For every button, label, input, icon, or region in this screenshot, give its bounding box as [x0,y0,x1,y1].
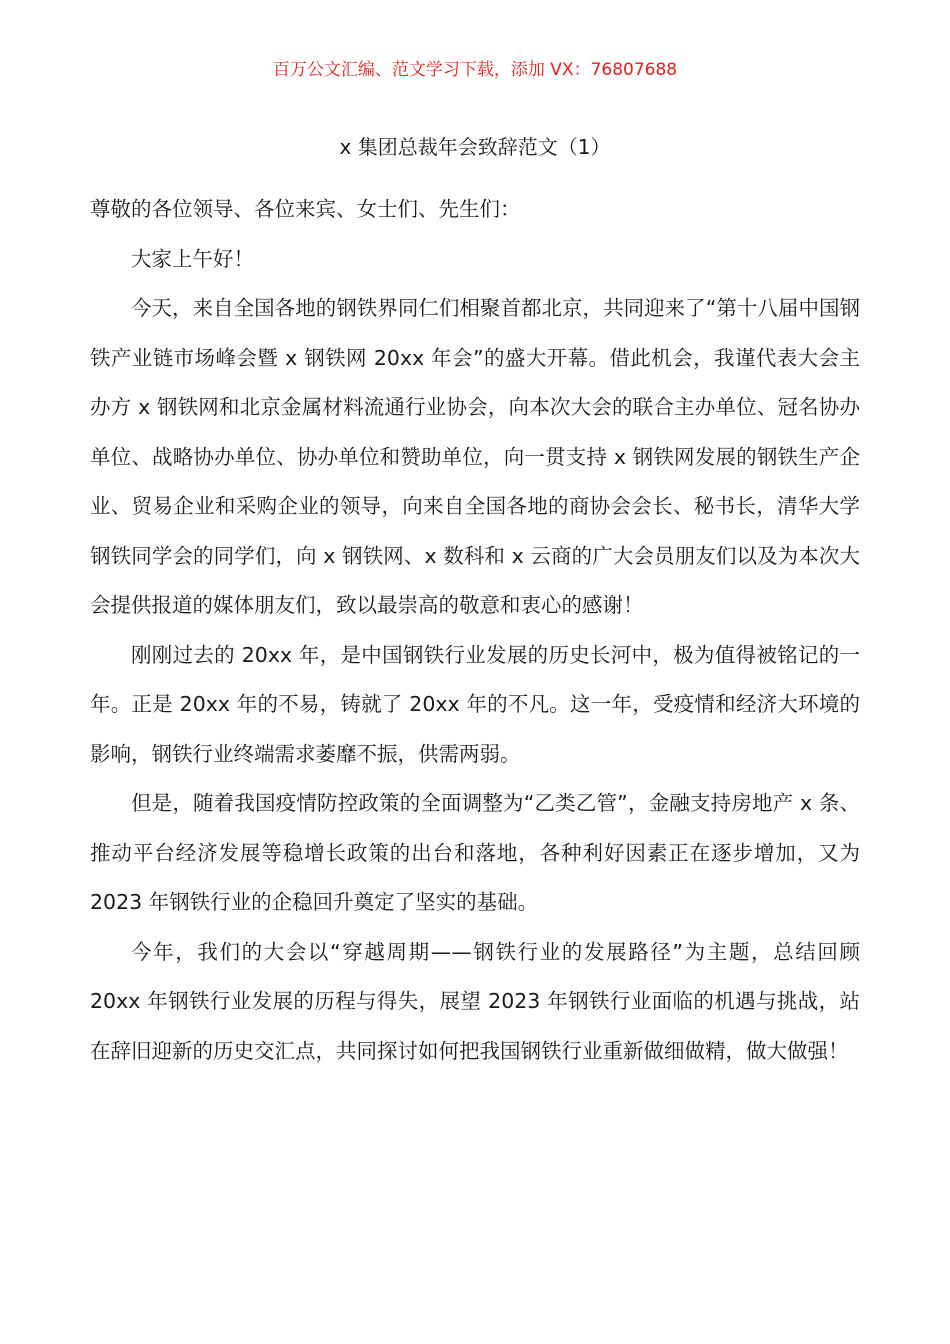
salutation: 尊敬的各位领导、各位来宾、女士们、先生们： [90,197,521,221]
paragraph-theme: 今年，我们的大会以“穿越周期——钢铁行业的发展路径”为主题，总结回顾 20xx 年钢铁行业发展的历程与得失，展望 2023 年钢铁行业面临的机遇与挑战，站在辞旧迎新的历史交汇点，共同探讨如何把我国钢铁行业重新做细做精，做大做强！ [90,939,860,1063]
paragraph-opening: 今天，来自全国各地的钢铁界同仁们相聚首都北京，共同迎来了“第十八届中国钢铁产业链市场峰会暨 x 钢铁网 20xx 年会”的盛大开幕。借此机会，我谨代表大会主办方 x 钢铁网和北京金属材料流通行业协会，向本次大会的联合主办单位、冠名协办单位、战略协办单位、协办单位和赞助单位，向一贯支持 x 钢铁网发展的钢铁生产企业、贸易企业和采购企业的领导，向来自全国各地的商协会会长、秘书长，清华大学钢铁同学会的同学们，向 x 钢铁网、x 数科和 x 云商的广大会员朋友们以及为本次大会提供报道的媒体朋友们，致以最崇高的敬意和衷心的感谢！ [90,296,860,617]
paragraph-policy: 但是，随着我国疫情防控政策的全面调整为“乙类乙管”，金融支持房地产 x 条、推动平台经济发展等稳增长政策的出台和落地，各种利好因素正在逐步增加，又为 2023 年钢铁行业的企稳回升奠定了坚实的基础。 [90,791,860,914]
document-body [90,185,860,1076]
promo-header: 百万公文汇编、范文学习下载，添加 VX：76807688 [272,60,678,80]
document-title: x 集团总裁年会致辞范文（1） [339,135,611,159]
paragraph-review: 刚刚过去的 20xx 年，是中国钢铁行业发展的历史长河中，极为值得被铭记的一年。正是 20xx 年的不易，铸就了 20xx 年的不凡。这一年，受疫情和经济大环境的影响，钢铁行业终端需求萎靡不振，供需两弱。 [90,642,860,766]
paragraph-greeting: 大家上午好！ [131,246,254,271]
